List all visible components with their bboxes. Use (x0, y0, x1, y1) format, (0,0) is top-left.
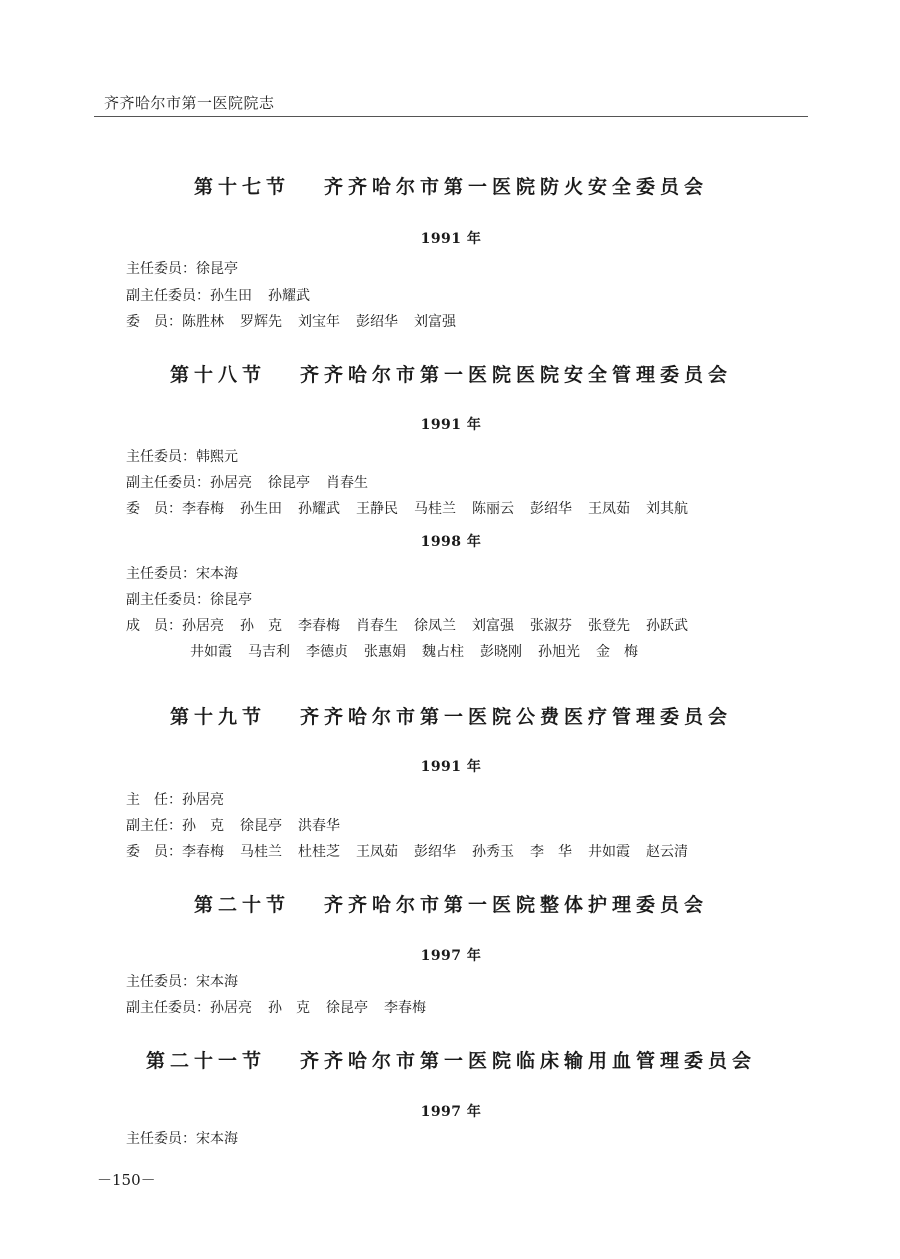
member-name: 陈胜林 (182, 314, 224, 330)
section-title (94, 1046, 808, 1073)
member-name: 王凤茹 (588, 501, 630, 517)
header-rule (94, 116, 808, 117)
section-title (94, 172, 808, 199)
member-names (182, 501, 688, 517)
member-names (182, 844, 688, 860)
member-line (126, 1128, 238, 1148)
member-name: 孙秀玉 (472, 844, 514, 860)
role-label: 主任委员： (126, 974, 196, 990)
role-label: 副主任： (126, 818, 182, 834)
member-name: 张登先 (588, 618, 630, 634)
section-title (94, 360, 808, 387)
member-name: 徐昆亭 (210, 592, 252, 608)
section-title (94, 890, 808, 917)
year-heading: 1997 年 (420, 1104, 482, 1120)
member-name: 孙耀武 (298, 501, 340, 517)
member-line (126, 498, 688, 518)
member-name: 张淑芬 (530, 618, 572, 634)
role-label: 委 员： (126, 501, 182, 517)
member-names (196, 566, 238, 582)
year-heading: 1991 年 (420, 759, 482, 775)
member-name: 李 华 (530, 844, 572, 860)
member-name: 徐昆亭 (196, 261, 238, 277)
member-name: 王凤茹 (356, 844, 398, 860)
section-name: 齐齐哈尔市第一医院防火安全委员会 (324, 176, 709, 198)
member-line (126, 311, 456, 331)
role-label: 副主任委员： (126, 1000, 210, 1016)
member-name: 井如霞 (190, 644, 232, 660)
member-name: 徐昆亭 (326, 1000, 368, 1016)
year-heading: 1997 年 (420, 948, 482, 964)
member-line (126, 589, 252, 609)
member-name: 徐昆亭 (240, 818, 282, 834)
member-names (196, 974, 238, 990)
role-label: 主任委员： (126, 1131, 196, 1147)
role-label: 副主任委员： (126, 288, 210, 304)
member-names (210, 288, 310, 304)
member-line (126, 563, 238, 583)
member-name: 彭晓刚 (480, 644, 522, 660)
member-name: 刘富强 (472, 618, 514, 634)
member-name: 徐凤兰 (414, 618, 456, 634)
member-name: 刘其航 (646, 501, 688, 517)
member-name: 彭绍华 (530, 501, 572, 517)
member-line (126, 285, 310, 305)
member-name: 肖春生 (326, 475, 368, 491)
member-names (182, 792, 224, 808)
member-line (126, 997, 426, 1017)
member-name: 马吉利 (248, 644, 290, 660)
section-title (94, 702, 808, 729)
section-name: 齐齐哈尔市第一医院整体护理委员会 (324, 894, 709, 916)
running-header: 齐齐哈尔市第一医院院志 (104, 94, 275, 112)
member-names (196, 261, 238, 277)
member-name: 孙居亮 (182, 792, 224, 808)
section-number: 第十九节 (169, 706, 266, 728)
member-name: 马桂兰 (240, 844, 282, 860)
member-line (126, 971, 238, 991)
year-heading: 1991 年 (420, 417, 482, 433)
member-name: 陈丽云 (472, 501, 514, 517)
member-names (210, 592, 252, 608)
member-name: 孙跃武 (646, 618, 688, 634)
member-name: 孙耀武 (268, 288, 310, 304)
role-label: 主任委员： (126, 449, 196, 465)
member-name: 宋本海 (196, 1131, 238, 1147)
member-names (182, 618, 688, 634)
member-name: 徐昆亭 (268, 475, 310, 491)
section-number: 第十八节 (169, 364, 266, 386)
member-line (126, 446, 238, 466)
member-name: 彭绍华 (414, 844, 456, 860)
member-name: 洪春华 (298, 818, 340, 834)
member-name: 魏占柱 (422, 644, 464, 660)
member-line (126, 258, 238, 278)
member-names (196, 1131, 238, 1147)
role-label: 主 任： (126, 792, 182, 808)
member-names (182, 818, 340, 834)
member-line (126, 789, 224, 809)
member-line (126, 472, 368, 492)
member-names (210, 475, 368, 491)
member-name: 孙生田 (210, 288, 252, 304)
member-name: 韩熙元 (196, 449, 238, 465)
section-number: 第二十一节 (145, 1050, 266, 1072)
member-names (182, 314, 456, 330)
section-name: 齐齐哈尔市第一医院公费医疗管理委员会 (300, 706, 733, 728)
member-name: 孙 克 (182, 818, 224, 834)
member-name: 孙 克 (240, 618, 282, 634)
member-name: 杜桂芝 (298, 844, 340, 860)
member-name: 赵云清 (646, 844, 688, 860)
member-name: 肖春生 (356, 618, 398, 634)
member-name: 李春梅 (182, 844, 224, 860)
member-names (190, 644, 638, 660)
member-name: 孙居亮 (182, 618, 224, 634)
member-name: 宋本海 (196, 974, 238, 990)
role-label: 委 员： (126, 314, 182, 330)
role-label: 副主任委员： (126, 592, 210, 608)
member-line (126, 841, 688, 861)
member-name: 李春梅 (298, 618, 340, 634)
member-line (190, 641, 638, 661)
member-name: 孙居亮 (210, 475, 252, 491)
role-label: 成 员： (126, 618, 182, 634)
member-name: 李德贞 (306, 644, 348, 660)
member-name: 李春梅 (384, 1000, 426, 1016)
member-name: 井如霞 (588, 844, 630, 860)
member-line (126, 815, 340, 835)
page-number: －150－ (97, 1171, 156, 1189)
member-name: 马桂兰 (414, 501, 456, 517)
member-name: 孙 克 (268, 1000, 310, 1016)
role-label: 主任委员： (126, 566, 196, 582)
member-name: 宋本海 (196, 566, 238, 582)
member-name: 罗辉先 (240, 314, 282, 330)
member-name: 孙旭光 (538, 644, 580, 660)
member-name: 王静民 (356, 501, 398, 517)
member-name: 李春梅 (182, 501, 224, 517)
member-name: 孙生田 (240, 501, 282, 517)
year-heading: 1991 年 (420, 231, 482, 247)
member-names (196, 449, 238, 465)
year-heading: 1998 年 (420, 534, 482, 550)
member-name: 刘富强 (414, 314, 456, 330)
member-names (210, 1000, 426, 1016)
section-name: 齐齐哈尔市第一医院临床输用血管理委员会 (300, 1050, 757, 1072)
member-name: 彭绍华 (356, 314, 398, 330)
member-name: 孙居亮 (210, 1000, 252, 1016)
member-name: 张惠娟 (364, 644, 406, 660)
member-name: 刘宝年 (298, 314, 340, 330)
section-number: 第十七节 (193, 176, 290, 198)
section-name: 齐齐哈尔市第一医院医院安全管理委员会 (300, 364, 733, 386)
role-label: 副主任委员： (126, 475, 210, 491)
role-label: 委 员： (126, 844, 182, 860)
member-name: 金 梅 (596, 644, 638, 660)
member-line (126, 615, 688, 635)
section-number: 第二十节 (193, 894, 290, 916)
role-label: 主任委员： (126, 261, 196, 277)
